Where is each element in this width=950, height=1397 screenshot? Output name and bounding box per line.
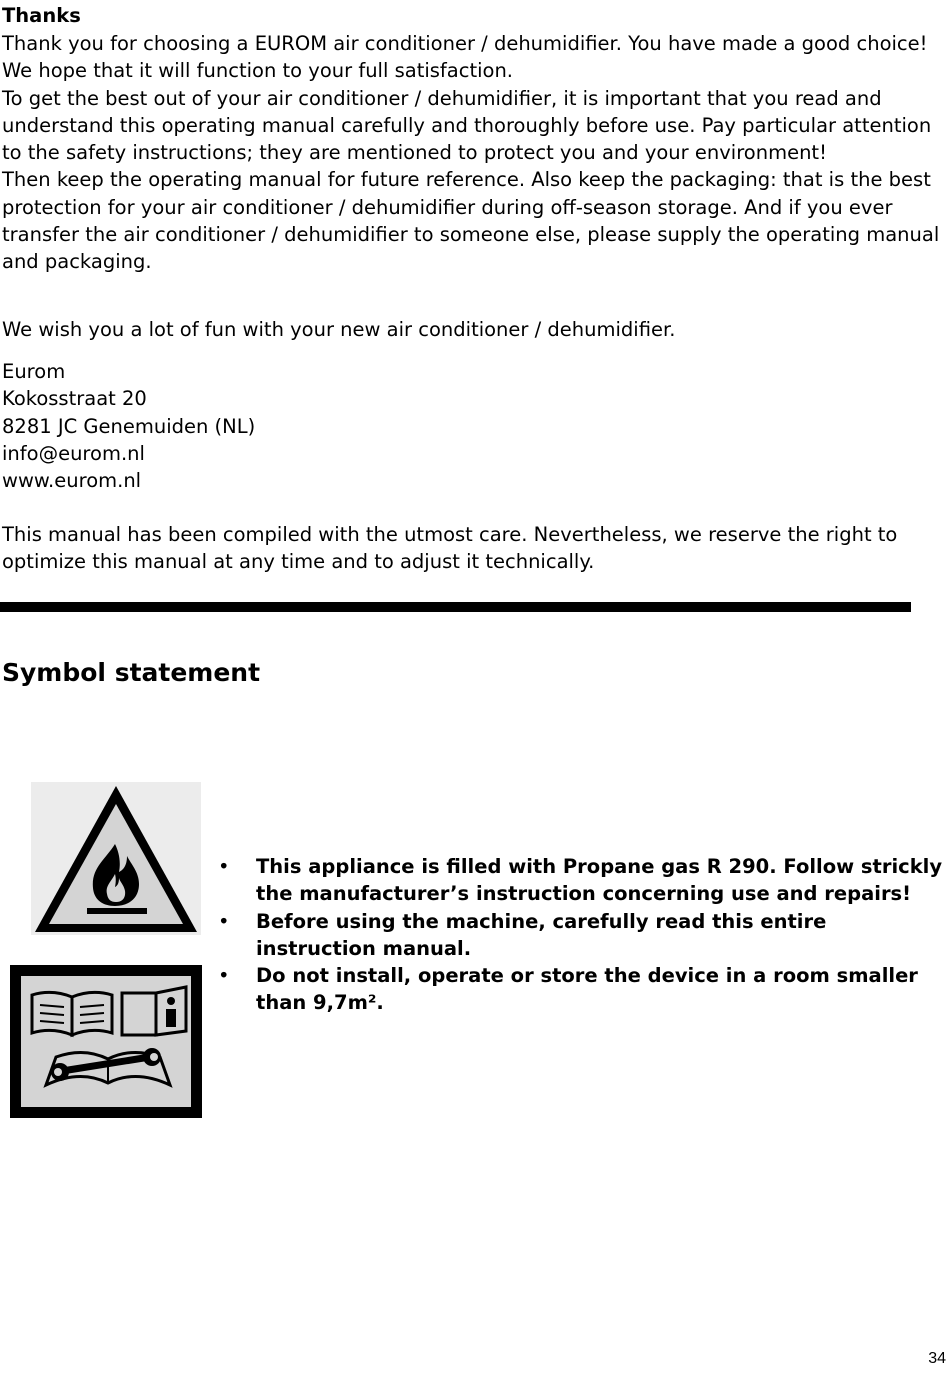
disclaimer-text: This manual has been compiled with the utmost care. Nevertheless, we reserve the right to optimize this manual at any time and to adjust it technically. xyxy=(2,523,898,574)
intro-paragraph: Then keep the operating manual for future reference. Also keep the packaging: that is the best protection for your air conditioner / dehumidifier during off-season storage. And if you ever transfer the air conditioner / dehumidifier to someone else, please supply the operating manual and packaging. xyxy=(2,168,940,274)
list-item xyxy=(218,962,943,1017)
list-item xyxy=(218,853,943,908)
bullet-marker: • xyxy=(218,855,230,878)
page-number: 34 xyxy=(928,1350,946,1367)
list-item-text: Do not install, operate or store the device in a room smaller than 9,7m². xyxy=(256,964,918,1015)
list-item-text: This appliance is filled with Propane gas R 290. Follow strickly the manufacturer’s instruction concerning use and repairs! xyxy=(256,855,943,906)
thanks-heading: Thanks xyxy=(2,4,81,27)
section-divider xyxy=(0,602,911,612)
bullet-marker: • xyxy=(218,964,230,988)
read-manual-icon xyxy=(10,965,202,1118)
intro-text xyxy=(2,30,948,276)
flammable-warning-icon xyxy=(31,782,201,935)
list-item xyxy=(218,908,943,963)
address-street: Kokosstraat 20 xyxy=(2,387,147,411)
intro-paragraph: Thank you for choosing a EUROM air conditioner / dehumidifier. You have made a good choice! We hope that it will function to your full satisfaction. xyxy=(2,32,928,83)
company-name: Eurom xyxy=(2,360,66,383)
symbol-statement-heading: Symbol statement xyxy=(2,658,261,687)
company-address xyxy=(2,358,255,494)
wish-text: We wish you a lot of fun with your new air conditioner / dehumidifier. xyxy=(2,318,676,341)
list-item-text: Before using the machine, carefully read this entire instruction manual. xyxy=(256,909,827,960)
intro-paragraph: To get the best out of your air conditioner / dehumidifier, it is important that you read and understand this operating manual carefully and thoroughly before use. Pay particular attention to the safety instructions; they are mentioned to protect you and your environment! xyxy=(2,86,932,165)
company-website: www.eurom.nl xyxy=(2,469,142,493)
address-city: 8281 JC Genemuiden (NL) xyxy=(2,414,256,438)
company-email: info@eurom.nl xyxy=(2,441,145,465)
bullet-marker: • xyxy=(218,909,230,933)
symbol-statement-list xyxy=(218,853,943,1017)
